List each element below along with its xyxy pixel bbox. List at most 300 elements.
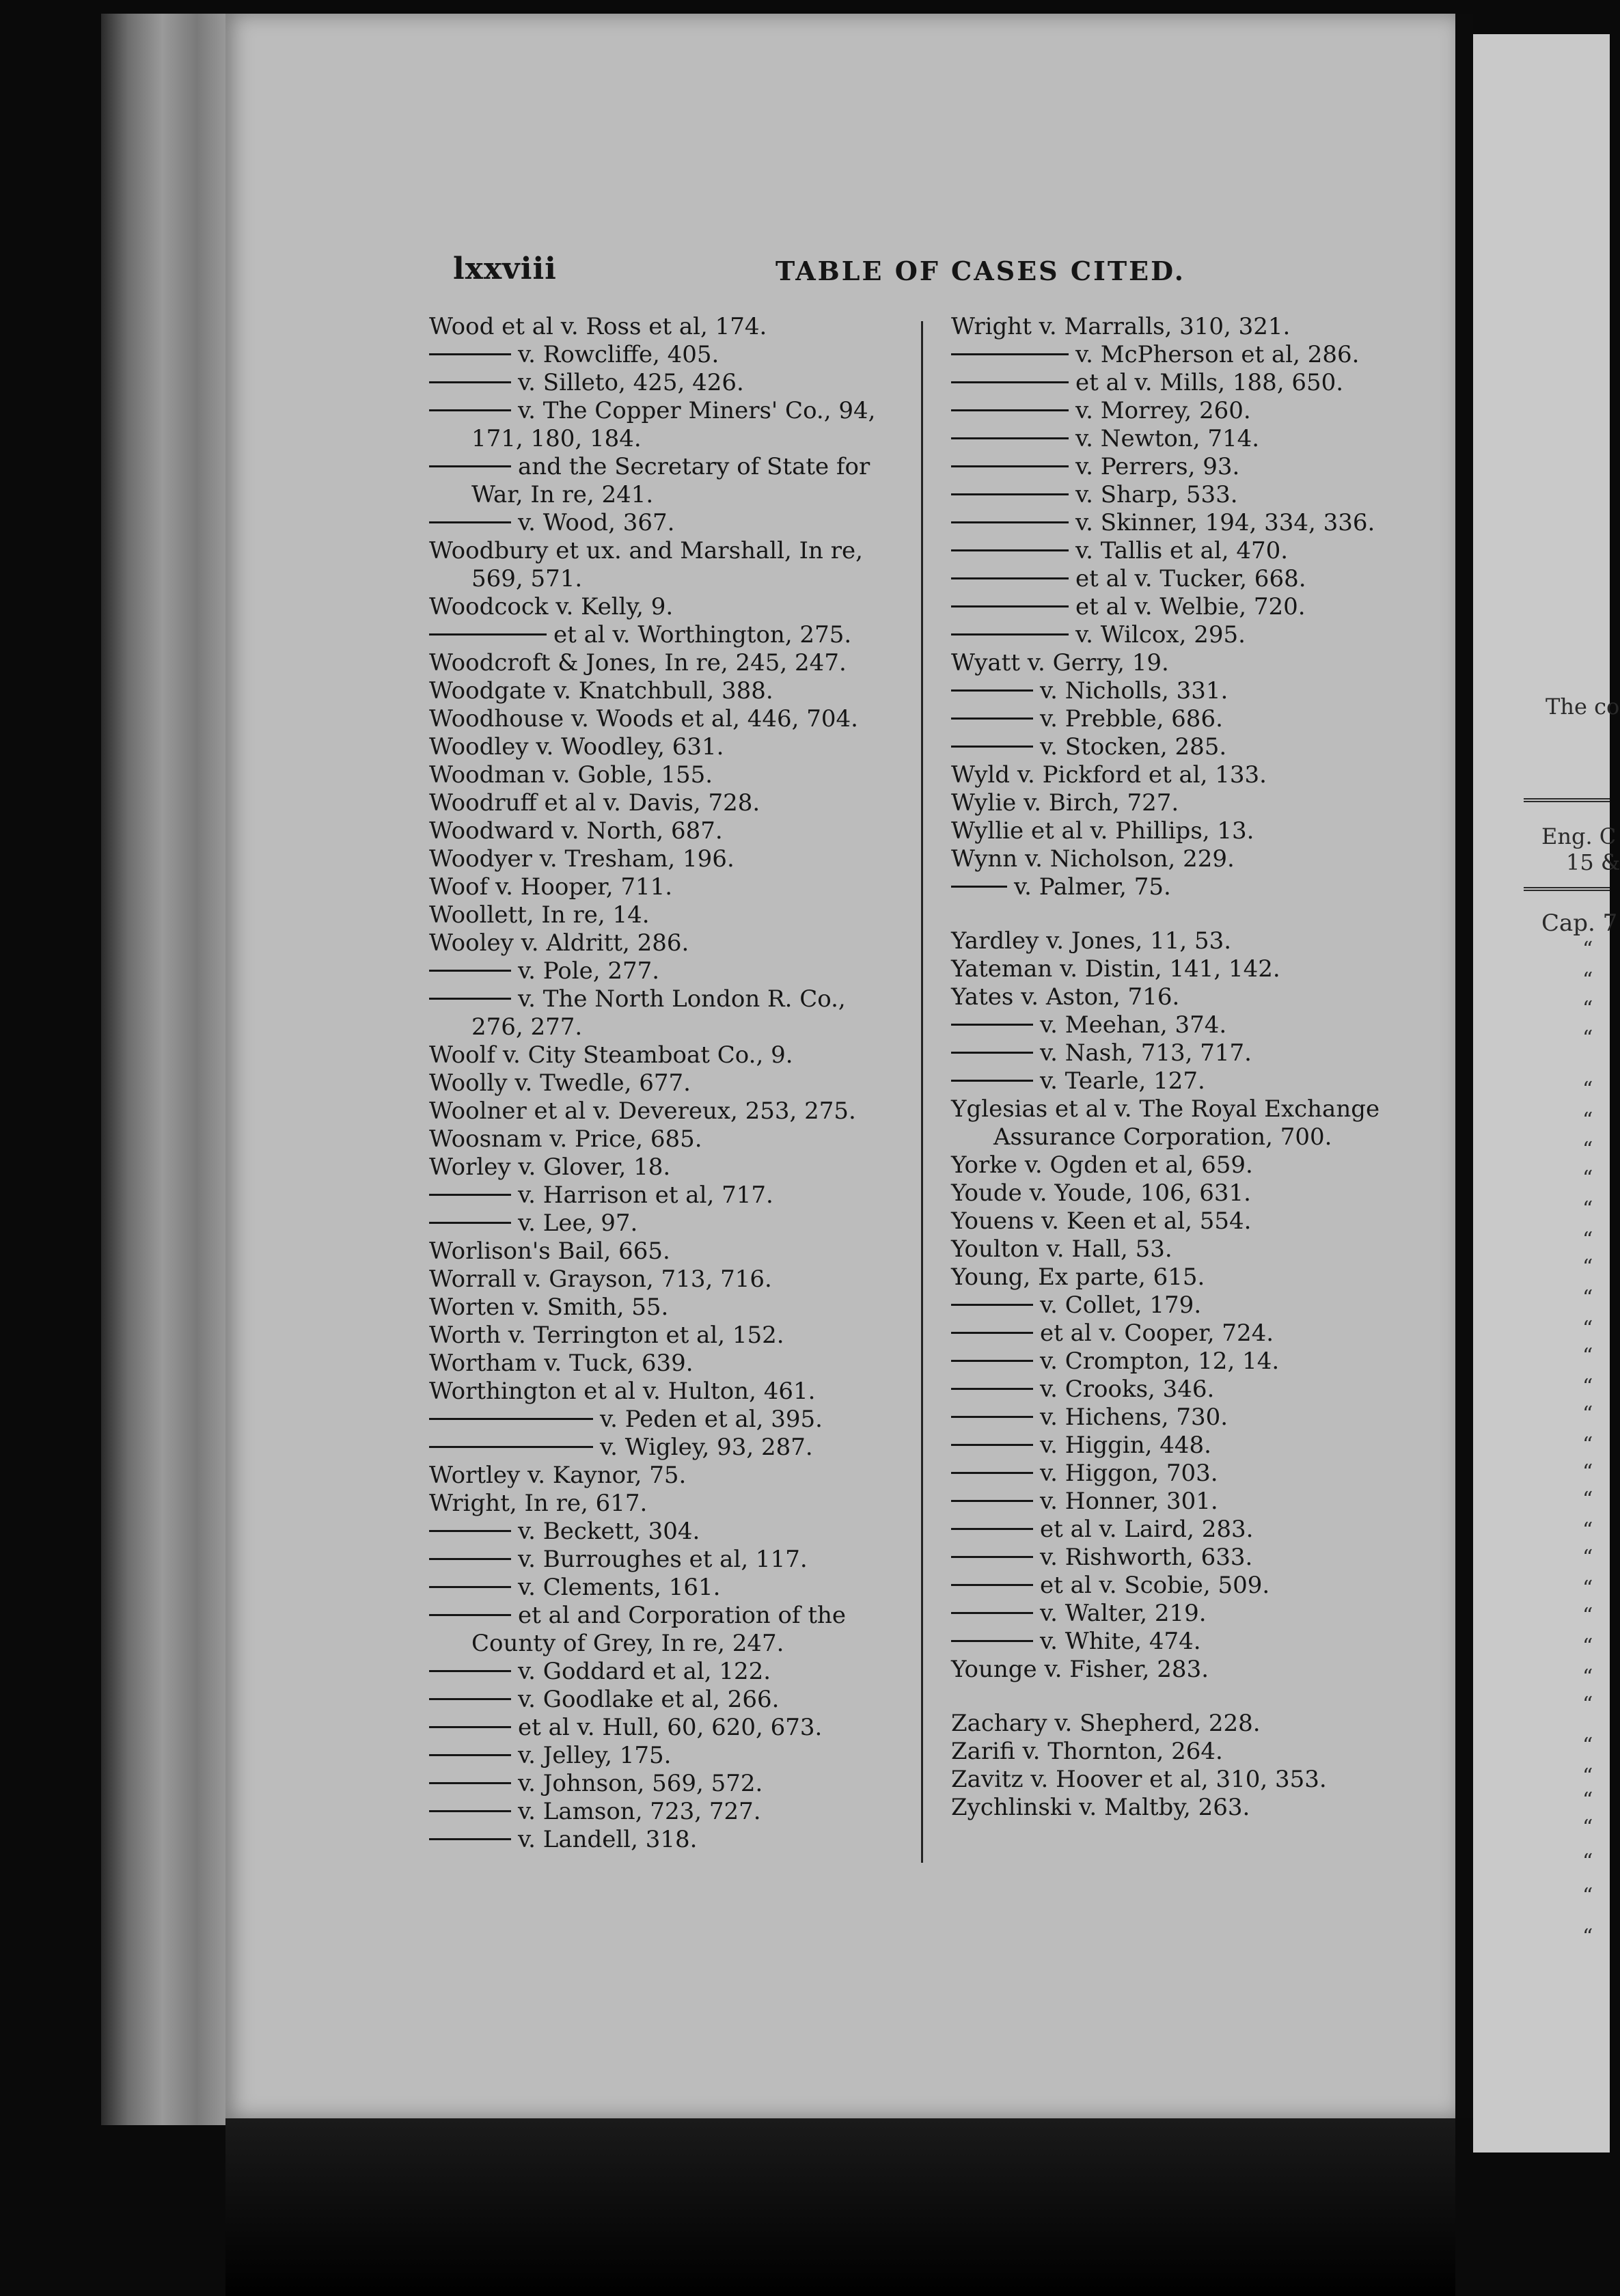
case-text: v. Stocken, 285. [1040,733,1227,761]
right-column [951,313,1443,1822]
case-entry [429,1434,921,1462]
ditto-dash [951,1024,1033,1026]
ditto-dash [429,970,511,972]
ditto-dash [951,381,1069,383]
case-entry [951,565,1443,593]
case-entry [429,985,921,1013]
case-text: Zavitz v. Hoover et al, 310, 353. [951,1766,1327,1793]
case-entry [429,1742,921,1770]
case-entry [429,1686,921,1714]
case-entry [951,453,1443,481]
ditto-mark: “ [1582,1317,1593,1341]
case-text: Zachary v. Shepherd, 228. [951,1710,1261,1737]
case-entry [951,1460,1443,1488]
case-text: v. Morrey, 260. [1075,397,1251,424]
case-entry [429,481,921,509]
facing-page-rule [1524,798,1610,802]
ditto-dash [951,577,1069,579]
case-text: v. Walter, 219. [1040,1600,1207,1627]
case-entry [429,1826,921,1854]
ditto-dash [429,1418,593,1420]
ditto-mark: “ [1582,1764,1593,1788]
left-column [429,313,921,1854]
case-text: v. Wood, 367. [518,509,675,536]
case-entry [429,873,921,901]
case-text: v. The North London R. Co., [518,985,846,1013]
case-entry [429,593,921,621]
case-text: Worley v. Glover, 18. [429,1153,671,1181]
case-entry [429,1322,921,1350]
case-text: v. Higgon, 703. [1040,1460,1218,1487]
ditto-mark: “ [1582,1635,1593,1658]
case-text: v. Landell, 318. [518,1826,698,1853]
case-entry [429,509,921,537]
case-entry [429,313,921,341]
ditto-dash [429,1586,511,1588]
case-entry [951,425,1443,453]
case-entry [951,1516,1443,1544]
ditto-mark: “ [1582,1228,1593,1252]
case-text: v. Tallis et al, 470. [1075,537,1289,564]
case-entry [951,845,1443,873]
case-text: Woodman v. Goble, 155. [429,761,713,789]
case-text: Zychlinski v. Maltby, 263. [951,1794,1250,1821]
ditto-mark: “ [1582,1460,1593,1484]
case-entry [951,1794,1443,1822]
running-head: TABLE OF CASES CITED. [775,256,1185,286]
case-text: Yateman v. Distin, 141, 142. [951,955,1280,983]
case-entry [951,955,1443,983]
case-text: v. Lamson, 723, 727. [518,1798,761,1825]
case-entry [951,817,1443,845]
case-entry [429,453,921,481]
ditto-dash [951,493,1069,495]
ditto-dash [951,1612,1033,1614]
ditto-dash [951,1640,1033,1642]
case-entry [951,1207,1443,1235]
case-text: Yardley v. Jones, 11, 53. [951,927,1232,955]
case-text: v. Meehan, 374. [1040,1011,1227,1039]
case-entry [429,1153,921,1181]
ditto-dash [951,1052,1033,1054]
case-entry [429,677,921,705]
case-entry [951,1263,1443,1292]
case-entry [429,1406,921,1434]
ditto-mark: “ [1582,1604,1593,1628]
ditto-mark: “ [1582,1734,1593,1758]
case-entry [951,537,1443,565]
case-text: v. Palmer, 75. [1014,873,1171,901]
case-text: Woodyer v. Tresham, 196. [429,845,735,873]
ditto-dash [429,1222,511,1224]
case-entry [951,1292,1443,1320]
case-entry [429,1294,921,1322]
case-entry [429,1630,921,1658]
case-text: v. Rowcliffe, 405. [518,341,719,368]
ditto-dash [951,689,1033,692]
case-text: Yates v. Aston, 716. [951,983,1180,1011]
case-text: v. Johnson, 569, 572. [518,1770,763,1797]
case-entry [951,761,1443,789]
case-entry [429,537,921,565]
ditto-mark: “ [1582,1576,1593,1600]
case-entry [951,705,1443,733]
case-text: Wright v. Marralls, 310, 321. [951,313,1291,340]
case-entry [951,1348,1443,1376]
case-text: et al v. Tucker, 668. [1075,565,1306,592]
ditto-mark: “ [1582,1344,1593,1368]
ditto-mark: “ [1582,1816,1593,1840]
case-entry [429,733,921,761]
ditto-mark: “ [1582,997,1593,1021]
case-entry [429,1770,921,1798]
case-entry [429,1546,921,1574]
case-entry [951,1404,1443,1432]
ditto-mark: “ [1582,1788,1593,1812]
ditto-dash [951,465,1069,467]
case-text: Worrall v. Grayson, 713, 716. [429,1266,772,1293]
case-text: Woodcock v. Kelly, 9. [429,593,674,620]
case-entry [429,761,921,789]
case-text: Woodruff et al v. Davis, 728. [429,789,760,817]
case-text: v. Higgin, 448. [1040,1432,1211,1459]
case-entry [429,1069,921,1097]
case-text: Wooley v. Aldritt, 286. [429,929,689,957]
case-entry [951,1011,1443,1039]
case-entry [429,649,921,677]
case-entry [951,341,1443,369]
case-text: Wyld v. Pickford et al, 133. [951,761,1267,789]
case-text: Woolner et al v. Devereux, 253, 275. [429,1097,856,1125]
case-text: v. McPherson et al, 286. [1075,341,1360,368]
ditto-dash [951,718,1033,720]
ditto-mark: “ [1582,1433,1593,1457]
case-text: v. Nicholls, 331. [1040,677,1228,705]
case-entry [429,1658,921,1686]
ditto-dash [951,1584,1033,1586]
case-text: Youde v. Youde, 106, 631. [951,1179,1251,1207]
case-entry [951,1432,1443,1460]
case-text: Younge v. Fisher, 283. [951,1656,1209,1683]
case-text: v. Crooks, 346. [1040,1376,1215,1403]
case-text: Wyatt v. Gerry, 19. [951,649,1169,676]
ditto-dash [429,1670,511,1672]
case-text: Worth v. Terrington et al, 152. [429,1322,784,1349]
case-text: v. Burroughes et al, 117. [518,1546,808,1573]
ditto-mark: “ [1582,1166,1593,1190]
page-edge [101,14,238,2125]
case-text: Woollett, In re, 14. [429,901,650,929]
case-entry [429,929,921,957]
ditto-dash [429,1838,511,1840]
case-text: et al v. Hull, 60, 620, 673. [518,1714,823,1741]
ditto-dash [429,1810,511,1812]
ditto-dash [951,746,1033,748]
case-entry [429,1490,921,1518]
ditto-dash [429,1614,511,1616]
ditto-dash [429,381,511,383]
case-entry [429,425,921,453]
ditto-dash [429,409,511,411]
case-text: v. Wigley, 93, 287. [600,1434,813,1461]
case-text: Wortley v. Kaynor, 75. [429,1462,687,1489]
page-number: lxxviii [453,251,557,286]
case-text: Worlison's Bail, 665. [429,1238,670,1265]
case-text: v. Beckett, 304. [518,1518,700,1545]
case-entry [951,1095,1443,1123]
case-text: v. Perrers, 93. [1075,453,1240,480]
case-text: v. White, 474. [1040,1628,1201,1655]
case-entry [951,1320,1443,1348]
case-entry [429,369,921,397]
ditto-dash [951,605,1069,607]
case-text: Yglesias et al v. The Royal Exchange [951,1095,1380,1123]
case-text: Wortham v. Tuck, 639. [429,1350,694,1377]
case-text: Woodley v. Woodley, 631. [429,733,724,761]
case-text: v. Newton, 714. [1075,425,1260,452]
case-text: v. Lee, 97. [518,1210,638,1237]
ditto-mark: “ [1582,968,1593,992]
facing-page-rule [1524,887,1610,891]
ditto-mark: “ [1582,938,1593,961]
facing-page-fragment: The co [1546,694,1620,720]
case-text: Youlton v. Hall, 53. [951,1235,1172,1263]
ditto-dash [951,1360,1033,1362]
case-entry [429,1125,921,1153]
case-entry [429,621,921,649]
case-text: 171, 180, 184. [471,425,642,452]
case-entry [951,1488,1443,1516]
case-entry [429,901,921,929]
case-text: Wyllie et al v. Phillips, 13. [951,817,1254,845]
case-entry [951,1656,1443,1684]
case-entry [429,1378,921,1406]
case-entry [429,957,921,985]
case-entry [429,1574,921,1602]
case-entry [951,873,1443,901]
case-entry [951,1123,1443,1151]
ditto-dash [951,1500,1033,1502]
case-entry [951,983,1443,1011]
case-text: Worthington et al v. Hulton, 461. [429,1378,816,1405]
ditto-dash [429,1754,511,1756]
ditto-dash [951,633,1069,636]
facing-page-fragment: 15 & [1566,849,1620,875]
case-entry [951,1600,1443,1628]
case-text: Woolly v. Twedle, 677. [429,1069,691,1097]
case-text: v. Prebble, 686. [1040,705,1223,733]
ditto-mark: “ [1582,1693,1593,1717]
case-text: v. Pole, 277. [518,957,660,985]
ditto-mark: “ [1582,1375,1593,1399]
case-text: et al v. Laird, 283. [1040,1516,1254,1543]
case-entry [951,1710,1443,1738]
case-entry [951,1544,1443,1572]
case-entry [429,1210,921,1238]
case-entry [429,565,921,593]
bottom-shadow [225,2118,1455,2296]
case-entry [951,481,1443,509]
ditto-dash [429,1446,593,1448]
case-text: Wynn v. Nicholson, 229. [951,845,1235,873]
ditto-dash [429,1194,511,1196]
ditto-dash [951,1388,1033,1390]
ditto-dash [951,1556,1033,1558]
case-entry [429,845,921,873]
ditto-mark: “ [1582,1078,1593,1102]
case-text: War, In re, 241. [471,481,654,508]
ditto-dash [951,409,1069,411]
case-text: v. Collet, 179. [1040,1292,1202,1319]
case-text: v. Silleto, 425, 426. [518,369,744,396]
case-entry [429,1350,921,1378]
case-text: v. Skinner, 194, 334, 336. [1075,509,1375,536]
ditto-mark: “ [1582,1108,1593,1132]
ditto-mark: “ [1582,1197,1593,1221]
gutter [1455,14,1473,2118]
ditto-dash [429,1698,511,1700]
ditto-dash [951,353,1069,355]
case-text: et al v. Welbie, 720. [1075,593,1306,620]
case-text: v. Hichens, 730. [1040,1404,1228,1431]
case-entry [429,1462,921,1490]
case-text: v. Harrison et al, 717. [518,1181,773,1209]
case-text: v. Goodlake et al, 266. [518,1686,780,1713]
case-text: Woolf v. City Steamboat Co., 9. [429,1041,793,1069]
column-divider [921,321,923,1863]
case-text: Woosnam v. Price, 685. [429,1125,702,1153]
ditto-dash [951,1080,1033,1082]
case-entry [429,1714,921,1742]
case-text: et al v. Worthington, 275. [553,621,852,648]
case-text: et al v. Cooper, 724. [1040,1320,1274,1347]
case-text: v. Wilcox, 295. [1075,621,1246,648]
case-entry [429,341,921,369]
case-text: v. Rishworth, 633. [1040,1544,1253,1571]
page-header [453,251,1410,286]
case-text: 276, 277. [471,1013,583,1041]
ditto-dash [429,1558,511,1560]
ditto-dash [429,1782,511,1784]
case-text: v. Peden et al, 395. [600,1406,823,1433]
ditto-mark: “ [1582,1255,1593,1279]
case-entry [951,649,1443,677]
case-entry [951,733,1443,761]
case-entry [951,1039,1443,1067]
case-entry [951,789,1443,817]
case-entry [951,1628,1443,1656]
ditto-dash [951,549,1069,551]
case-text: 569, 571. [471,565,583,592]
case-text: v. Jelley, 175. [518,1742,672,1769]
case-entry [951,1376,1443,1404]
case-text: v. Crompton, 12, 14. [1040,1348,1280,1375]
case-entry [429,1238,921,1266]
case-entry [429,1266,921,1294]
case-text: Woodgate v. Knatchbull, 388. [429,677,773,705]
ditto-dash [951,1444,1033,1446]
ditto-mark: “ [1582,1286,1593,1310]
case-text: v. The Copper Miners' Co., 94, [518,397,876,424]
case-entry [951,677,1443,705]
case-text: v. Goddard et al, 122. [518,1658,771,1685]
case-entry [951,509,1443,537]
ditto-dash [951,1528,1033,1530]
case-text: Woodcroft & Jones, In re, 245, 247. [429,649,847,676]
ditto-mark: “ [1582,1402,1593,1426]
ditto-mark: “ [1582,1925,1593,1949]
case-text: Yorke v. Ogden et al, 659. [951,1151,1253,1179]
case-text: Wylie v. Birch, 727. [951,789,1179,817]
case-entry [429,1013,921,1041]
case-entry [429,1181,921,1210]
ditto-dash [429,998,511,1000]
case-entry [951,1235,1443,1263]
ditto-dash [951,1472,1033,1474]
ditto-dash [429,353,511,355]
ditto-dash [951,1332,1033,1334]
ditto-dash [951,437,1069,439]
case-entry [951,927,1443,955]
ditto-dash [951,886,1007,888]
case-text: Wood et al v. Ross et al, 174. [429,313,767,340]
case-text: et al v. Scobie, 509. [1040,1572,1270,1599]
case-text: Woodhouse v. Woods et al, 446, 704. [429,705,858,733]
ditto-dash [951,1304,1033,1306]
case-entry [429,1097,921,1125]
case-entry [951,621,1443,649]
ditto-mark: “ [1582,1884,1593,1908]
case-text: and the Secretary of State for [518,453,870,480]
ditto-dash [429,633,547,636]
case-text: v. Clements, 161. [518,1574,721,1601]
case-text: Woodward v. North, 687. [429,817,723,845]
case-text: v. Sharp, 533. [1075,481,1238,508]
case-entry [429,1041,921,1069]
ditto-dash [951,1416,1033,1418]
ditto-mark: “ [1582,1026,1593,1050]
case-text: et al v. Mills, 188, 650. [1075,369,1344,396]
case-text: Woodbury et ux. and Marshall, In re, [429,537,863,564]
case-text: County of Grey, In re, 247. [471,1630,784,1657]
ditto-mark: “ [1582,1665,1593,1689]
case-entry [951,313,1443,341]
case-entry [429,1518,921,1546]
case-text: v. Honner, 301. [1040,1488,1218,1515]
ditto-dash [951,521,1069,523]
case-entry [429,817,921,845]
case-entry [429,705,921,733]
ditto-dash [429,1726,511,1728]
case-entry [951,1766,1443,1794]
case-entry [951,397,1443,425]
case-entry [951,1067,1443,1095]
case-text: Assurance Corporation, 700. [993,1123,1332,1151]
ditto-mark: “ [1582,1138,1593,1162]
case-text: v. Nash, 713, 717. [1040,1039,1252,1067]
case-entry [951,1738,1443,1766]
case-entry [951,1572,1443,1600]
facing-page-fragment: Cap. 7 [1541,910,1618,937]
case-text: Youens v. Keen et al, 554. [951,1207,1252,1235]
case-entry [429,1602,921,1630]
facing-page-fragment: Eng. C [1541,823,1617,849]
ditto-mark: “ [1582,1518,1593,1542]
case-text: Wright, In re, 617. [429,1490,648,1517]
ditto-mark: “ [1582,1850,1593,1874]
case-entry [951,1179,1443,1207]
case-entry [429,789,921,817]
